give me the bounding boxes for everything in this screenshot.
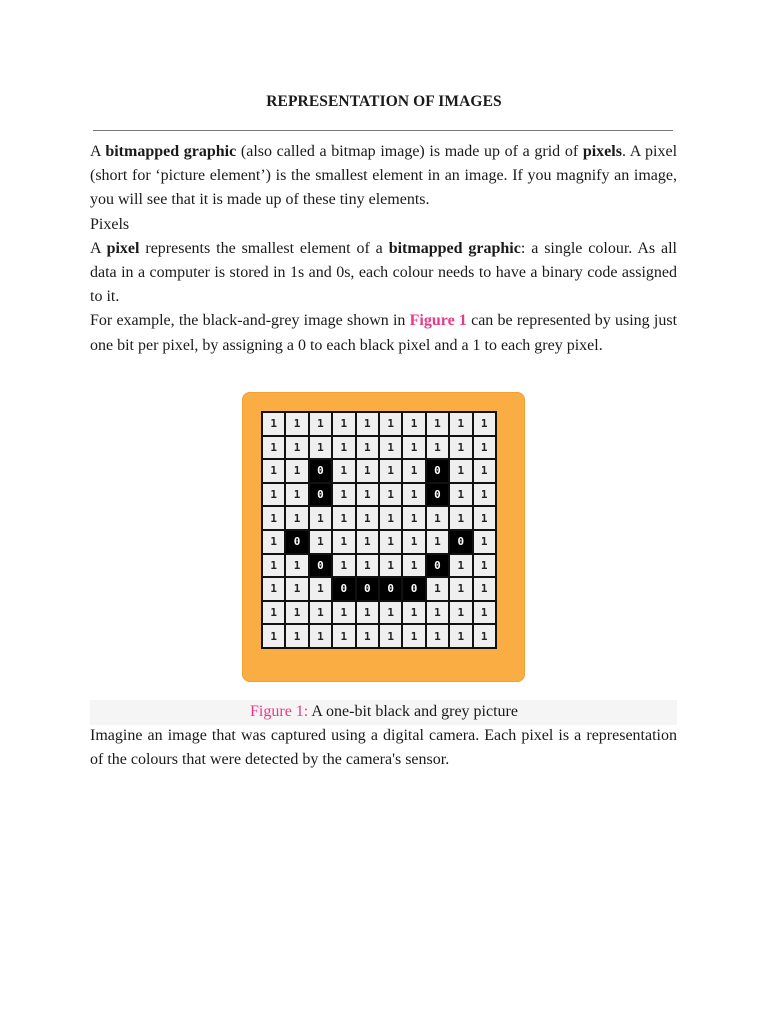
intro-text-2: (also called a bitmap image) is made up of a grid of: [236, 143, 583, 160]
figure-1-image: [242, 392, 525, 682]
pixel-cell: 1: [333, 531, 354, 553]
pixel-cell: 0: [286, 531, 307, 553]
pixel-cell: 1: [474, 437, 495, 459]
pixel-cell: 1: [263, 507, 284, 529]
pixel-cell: 0: [380, 578, 401, 600]
pixel-cell: 1: [310, 578, 331, 600]
pixel-cell: 1: [474, 578, 495, 600]
pixel-cell: 1: [357, 437, 378, 459]
intro-text-1: A: [90, 143, 106, 160]
bitmap-grid: [263, 413, 495, 647]
pixel-cell: 1: [380, 531, 401, 553]
pixel-cell: 0: [427, 555, 448, 577]
intro-paragraph: [90, 140, 677, 213]
term-pixel: pixel: [106, 239, 140, 257]
pixel-cell: 1: [310, 531, 331, 553]
pixel-cell: 1: [263, 413, 284, 435]
pixel-cell: 1: [286, 555, 307, 577]
pixel-cell: 1: [333, 460, 354, 482]
pixel-cell: 1: [450, 460, 471, 482]
term-bitmapped-graphic-2: bitmapped graphic: [388, 239, 521, 257]
figure-caption: [0, 702, 768, 722]
pixel-cell: 1: [263, 625, 284, 647]
example-paragraph: [90, 309, 677, 357]
pixel-cell: 0: [310, 555, 331, 577]
pixel-cell: 1: [403, 625, 424, 647]
bitmap-grid-frame: [261, 411, 497, 649]
page-title: REPRESENTATION OF IMAGES: [266, 93, 502, 110]
pixel-cell: 1: [450, 507, 471, 529]
pixel-cell: 1: [427, 437, 448, 459]
pixel-cell: 1: [474, 507, 495, 529]
pixel-cell: 1: [380, 555, 401, 577]
pixel-cell: 1: [263, 602, 284, 624]
pixel-cell: 1: [474, 625, 495, 647]
pixel-cell: 1: [380, 625, 401, 647]
pixel-cell: 1: [333, 437, 354, 459]
pixel-cell: 1: [357, 507, 378, 529]
example-text-1: For example, the black-and-grey image shown in: [90, 312, 410, 330]
pixel-cell: 1: [263, 531, 284, 553]
pixel-cell: 1: [357, 625, 378, 647]
pixel-cell: 1: [403, 507, 424, 529]
pixel-cell: 1: [403, 484, 424, 506]
pixel-cell: 1: [380, 413, 401, 435]
pixel-cell: 1: [286, 625, 307, 647]
pixel-cell: 1: [333, 602, 354, 624]
pixel-cell: 1: [450, 437, 471, 459]
body-text: [90, 140, 677, 358]
figure-1-link[interactable]: Figure 1: [409, 312, 467, 330]
figure-caption-label: Figure 1:: [250, 703, 309, 720]
pixel-cell: 1: [427, 531, 448, 553]
pixel-cell: 1: [403, 555, 424, 577]
pixel-cell: 0: [310, 484, 331, 506]
title-divider: [93, 130, 673, 131]
pixel-cell: 1: [474, 555, 495, 577]
pixel-cell: 1: [474, 484, 495, 506]
pixel-cell: 1: [403, 531, 424, 553]
pixel-cell: 1: [333, 625, 354, 647]
pixel-cell: 1: [380, 484, 401, 506]
pixel-cell: 1: [380, 507, 401, 529]
pixel-cell: 1: [403, 460, 424, 482]
pixel-cell: 0: [310, 460, 331, 482]
pixel-cell: 0: [427, 484, 448, 506]
pixel-cell: 1: [286, 507, 307, 529]
pixel-cell: 1: [450, 625, 471, 647]
pixel-cell: 1: [263, 460, 284, 482]
pixel-cell: 1: [450, 555, 471, 577]
example-text-2: can be represented by using just one bit per pixel, by assigning a 0 to each black pixel and a 1 to each grey pixel.: [90, 312, 678, 354]
pixel-cell: 1: [333, 555, 354, 577]
term-bitmapped-graphic: bitmapped graphic: [105, 143, 237, 160]
pixel-cell: 1: [474, 413, 495, 435]
pixel-cell: 1: [333, 507, 354, 529]
pixel-text-3: : a single colour. As all data in a computer is stored in 1s and 0s, each colour needs to have a binary code assigned to it.: [90, 239, 677, 306]
pixel-cell: 1: [427, 413, 448, 435]
pixel-cell: 1: [333, 484, 354, 506]
pixel-cell: 1: [357, 555, 378, 577]
pixel-cell: 1: [450, 578, 471, 600]
pixel-cell: 1: [286, 460, 307, 482]
pixel-paragraph: [90, 237, 677, 310]
pixel-cell: 1: [263, 437, 284, 459]
pixel-cell: 1: [286, 437, 307, 459]
pixel-cell: 1: [474, 531, 495, 553]
pixel-cell: 1: [286, 602, 307, 624]
pixel-cell: 1: [286, 484, 307, 506]
pixel-cell: 1: [357, 602, 378, 624]
pixel-cell: 0: [357, 578, 378, 600]
pixel-cell: 1: [450, 484, 471, 506]
pixel-cell: 1: [286, 578, 307, 600]
pixel-text-1: A: [90, 239, 107, 257]
pixel-cell: 1: [403, 602, 424, 624]
pixel-cell: 1: [450, 602, 471, 624]
pixel-cell: 1: [357, 531, 378, 553]
pixel-cell: 1: [357, 460, 378, 482]
pixel-cell: 1: [380, 437, 401, 459]
pixel-cell: 1: [380, 602, 401, 624]
pixel-cell: 1: [427, 507, 448, 529]
pixel-cell: 1: [357, 484, 378, 506]
camera-paragraph-block: [90, 724, 677, 772]
pixel-cell: 1: [427, 625, 448, 647]
pixel-cell: 1: [333, 413, 354, 435]
pixel-cell: 1: [310, 602, 331, 624]
pixel-cell: 0: [427, 460, 448, 482]
pixel-cell: 1: [310, 437, 331, 459]
pixel-cell: 1: [474, 460, 495, 482]
pixel-cell: 1: [357, 413, 378, 435]
pixel-cell: 1: [403, 437, 424, 459]
pixel-cell: 1: [263, 555, 284, 577]
camera-paragraph: Imagine an image that was captured using a digital camera. Each pixel is a representation of the colours that were detected by the camera's sensor.: [90, 727, 677, 769]
pixel-cell: 1: [450, 413, 471, 435]
pixel-cell: 1: [474, 602, 495, 624]
pixel-cell: 0: [403, 578, 424, 600]
pixel-cell: 0: [333, 578, 354, 600]
pixel-cell: 1: [310, 625, 331, 647]
pixel-cell: 1: [263, 578, 284, 600]
pixel-cell: 1: [403, 413, 424, 435]
pixel-cell: 1: [310, 413, 331, 435]
pixel-cell: 1: [427, 578, 448, 600]
pixel-cell: 1: [286, 413, 307, 435]
figure-caption-text: A one-bit black and grey picture: [308, 703, 518, 720]
term-pixels: pixels: [582, 143, 622, 160]
pixel-cell: 1: [310, 507, 331, 529]
intro-text-3: . A pixel (short for ‘picture element’) is the smallest element in an image. If you magnify an image, you will see that it is made up of these tiny elements.: [90, 143, 678, 209]
section-heading-pixels: Pixels: [90, 215, 130, 233]
pixel-cell: 1: [380, 460, 401, 482]
pixel-cell: 0: [450, 531, 471, 553]
pixel-cell: 1: [427, 602, 448, 624]
pixel-text-2: represents the smallest element of a: [139, 239, 389, 257]
pixel-cell: 1: [263, 484, 284, 506]
